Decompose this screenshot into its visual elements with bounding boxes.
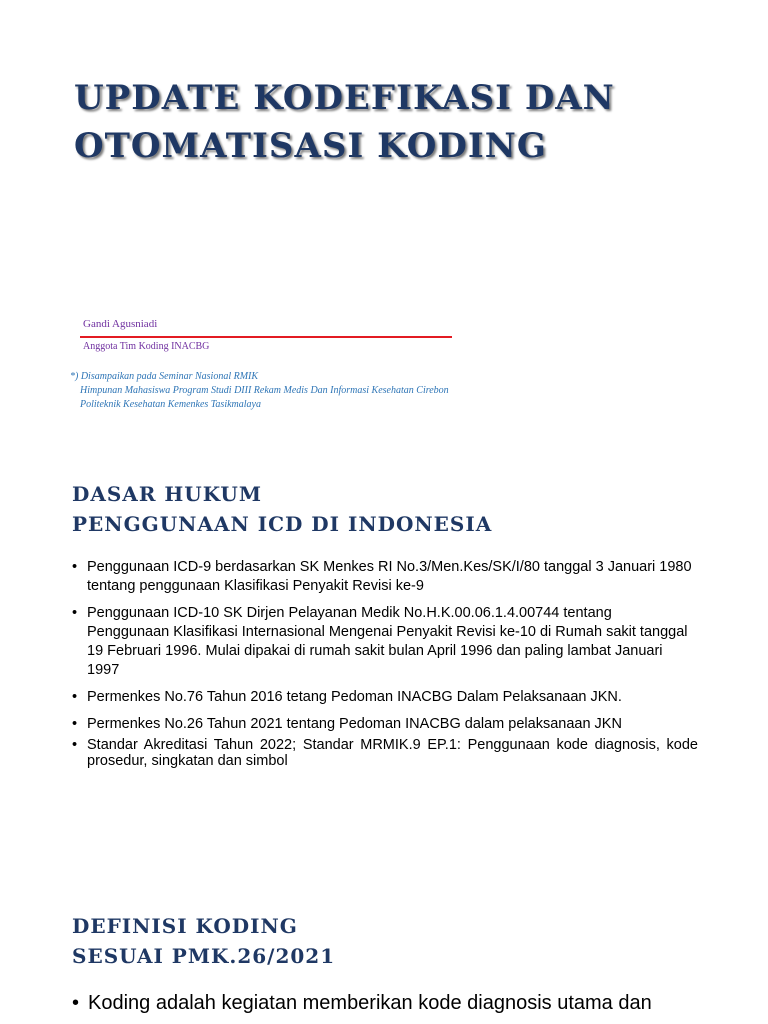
event-note-line-1: *) Disampaikan pada Seminar Nasional RMIK [70,371,259,382]
list-item: • Permenkes No.26 Tahun 2021 tentang Pedoman INACBG dalam pelaksanaan JKN [72,715,698,734]
event-note [70,370,449,412]
presenter-role: Anggota Tim Koding INACBG [83,341,210,352]
section-title-definisi-koding [72,911,335,971]
document-title [74,74,734,170]
title-line-1: UPDATE KODEFIKASI DAN [74,78,615,118]
presenter-name: Gandi Agusniadi [83,318,158,330]
list-item: • Standar Akreditasi Tahun 2022; Standar MRMIK.9 EP.1: Penggunaan kode diagnosis, kode prosedur, singkatan dan simbol [72,737,698,769]
section-title-line-2: SESUAI PMK.26/2021 [72,944,336,968]
list-item: • Permenkes No.76 Tahun 2016 tetang Pedoman INACBG Dalam Pelaksanaan JKN. [72,688,698,707]
red-divider [80,336,452,338]
section-title-line-2: PENGGUNAAN ICD DI INDONESIA [72,512,493,536]
section-title-dasar-hukum [72,479,492,539]
list-item: • Penggunaan ICD-9 berdasarkan SK Menkes RI No.3/Men.Kes/SK/I/80 tanggal 3 Januari 1980 tentang penggunaan Klasifikasi Penyakit Revisi ke-9 [72,558,698,596]
list-item: • Penggunaan ICD-10 SK Dirjen Pelayanan Medik No.H.K.00.06.1.4.00744 tentang Penggunaan Klasifikasi Internasional Mengenai Penyakit Revisi ke-10 di Rumah sakit tanggal 19 Februari 1996. Mulai dipakai di rumah sakit bulan April 1996 dan paling lambat Januari 1997 [72,604,698,680]
list-item: • Koding adalah kegiatan memberikan kode diagnosis utama dan [72,990,712,1016]
event-note-line-3: Politeknik Kesehatan Kemenkes Tasikmalaya [80,399,261,410]
title-line-2: OTOMATISASI KODING [74,126,547,166]
section-title-line-1: DASAR HUKUM [72,482,262,506]
legal-basis-list [72,558,698,777]
event-note-line-2: Himpunan Mahasiswa Program Studi DIII Rekam Medis Dan Informasi Kesehatan Cirebon [80,385,449,396]
section-title-line-1: DEFINISI KODING [72,914,298,938]
definition-list [72,990,712,1016]
